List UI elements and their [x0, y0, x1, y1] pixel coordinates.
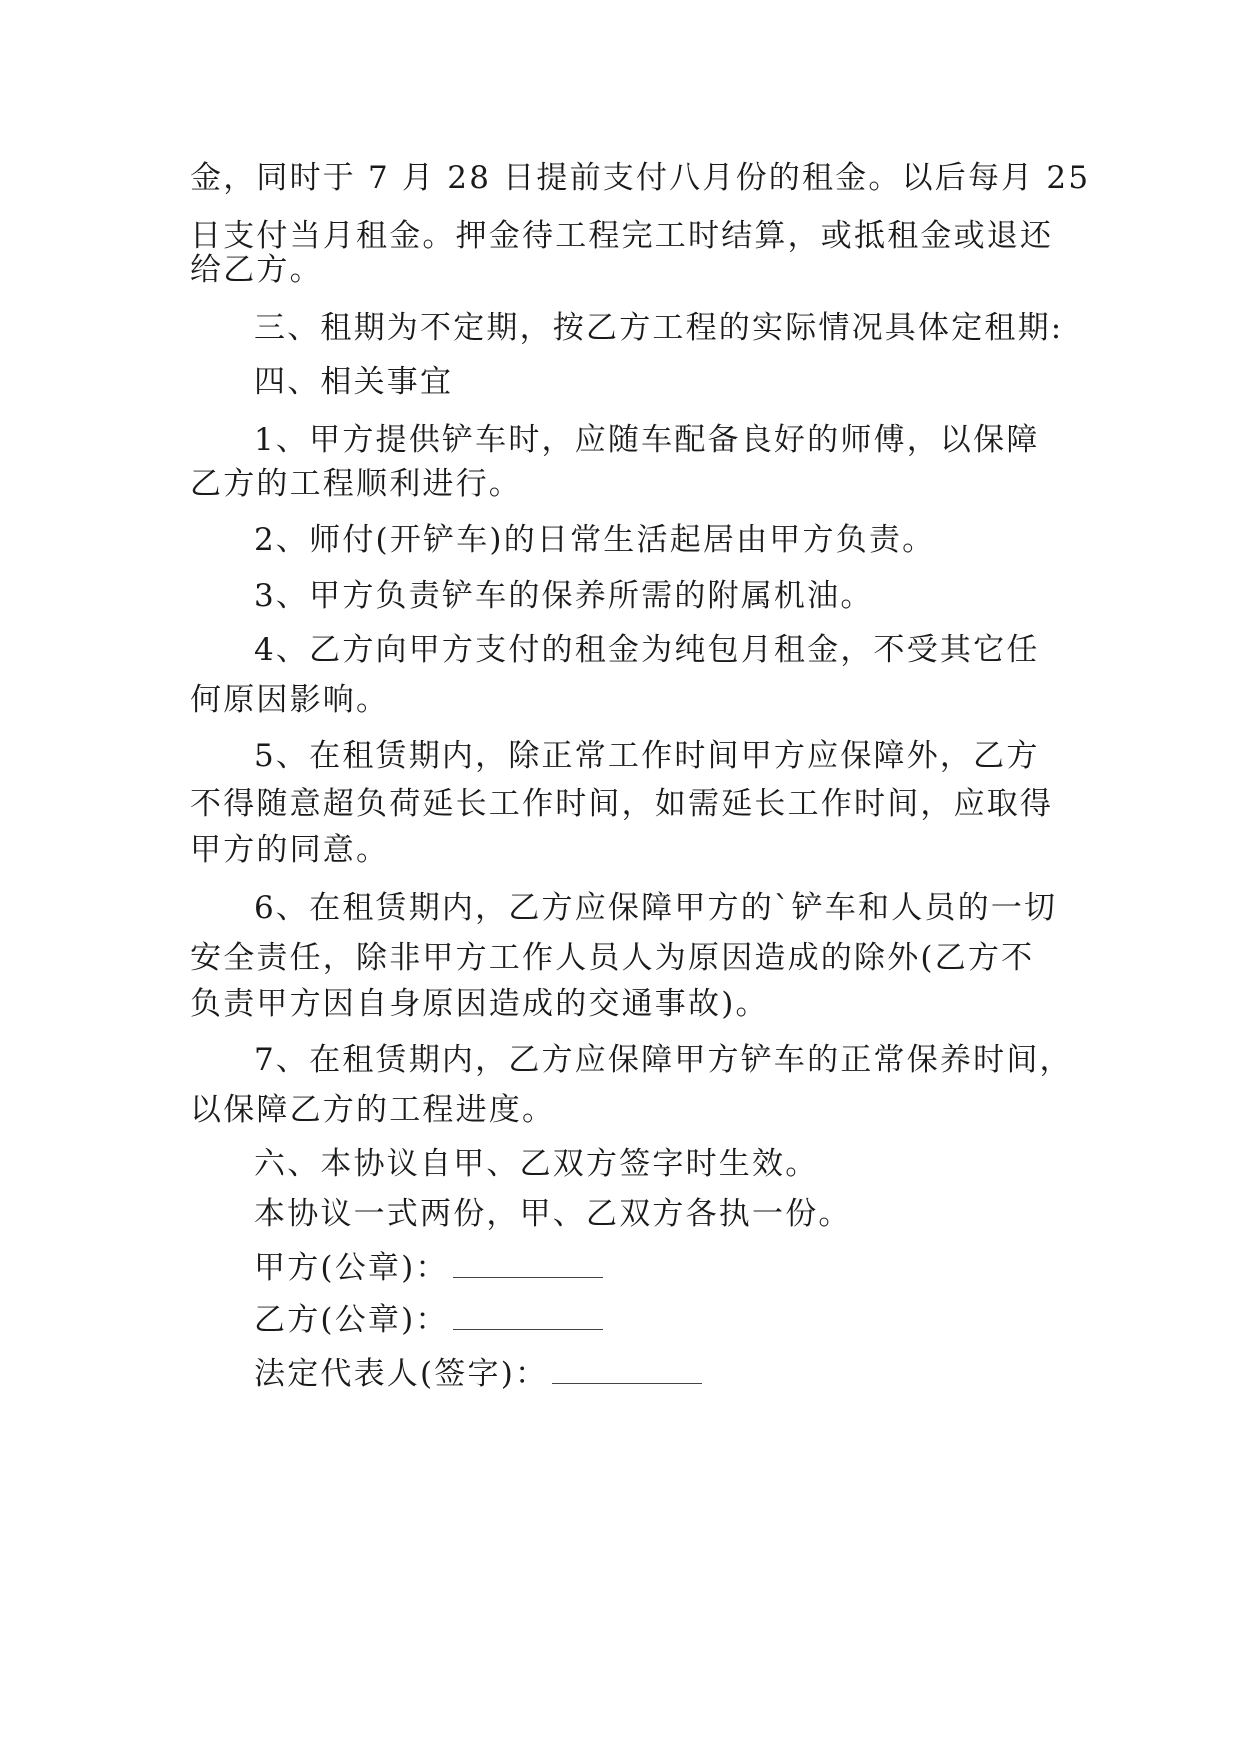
clause-6-effective: 六、本协议自甲、乙双方签字时生效。 — [254, 1146, 819, 1182]
text-line-1: 金，同时于 7 月 28 日提前支付八月份的租金。以后每月 25 — [190, 160, 1091, 196]
text-line-3: 给乙方。 — [190, 252, 323, 288]
item-4-line-1: 4、乙方向甲方支付的租金为纯包月租金，不受其它任 — [254, 632, 1040, 668]
item-7-line-1: 7、在租赁期内，乙方应保障甲方铲车的正常保养时间， — [254, 1042, 1073, 1078]
signature-party-a-blank[interactable] — [453, 1249, 603, 1278]
item-5-line-3: 甲方的同意。 — [190, 832, 390, 868]
signature-party-b-label: 乙方(公章)： — [254, 1302, 449, 1338]
signature-legal-rep-label: 法定代表人(签字)： — [254, 1356, 549, 1392]
item-1-line-2: 乙方的工程顺利进行。 — [190, 466, 522, 502]
item-5-line-2: 不得随意超负荷延长工作时间，如需延长工作时间，应取得 — [190, 786, 1054, 822]
text-line-2: 日支付当月租金。押金待工程完工时结算，或抵租金或退还 — [190, 218, 1054, 254]
signature-party-b — [254, 1300, 603, 1340]
item-4-line-2: 何原因影响。 — [190, 682, 390, 718]
item-7-line-2: 以保障乙方的工程进度。 — [190, 1092, 556, 1128]
signature-party-a-label: 甲方(公章)： — [254, 1250, 449, 1286]
item-6-line-3: 负责甲方因自身原因造成的交通事故)。 — [190, 986, 769, 1022]
clause-3-term: 三、租期为不定期，按乙方工程的实际情况具体定租期: — [254, 310, 1064, 346]
signature-party-a — [254, 1248, 603, 1288]
item-5-line-1: 5、在租赁期内，除正常工作时间甲方应保障外，乙方 — [254, 738, 1040, 774]
signature-party-b-blank[interactable] — [453, 1301, 603, 1330]
item-3: 3、甲方负责铲车的保养所需的附属机油。 — [254, 578, 874, 614]
copies-clause: 本协议一式两份，甲、乙双方各执一份。 — [254, 1196, 852, 1232]
section-4-heading: 四、相关事宜 — [254, 364, 454, 400]
item-2: 2、师付(开铲车)的日常生活起居由甲方负责。 — [254, 522, 936, 558]
signature-legal-rep — [254, 1354, 702, 1394]
item-6-line-2: 安全责任，除非甲方工作人员人为原因造成的除外(乙方不 — [190, 940, 1035, 976]
item-1-line-1: 1、甲方提供铲车时，应随车配备良好的师傅，以保障 — [254, 422, 1040, 458]
signature-legal-rep-blank[interactable] — [552, 1355, 702, 1384]
item-6-line-1: 6、在租赁期内，乙方应保障甲方的`铲车和人员的一切 — [254, 890, 1058, 926]
